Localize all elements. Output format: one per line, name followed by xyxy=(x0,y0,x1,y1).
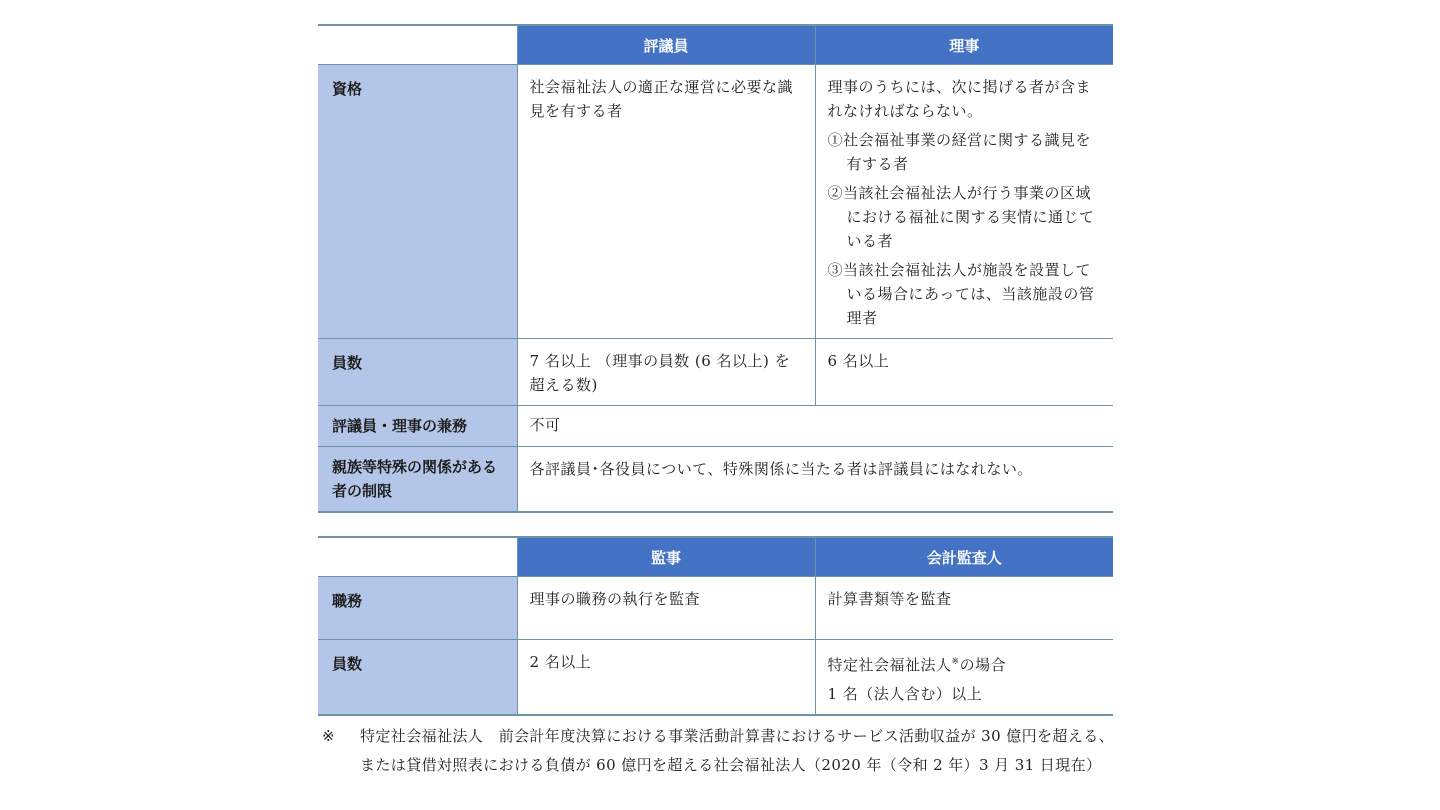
cell-accounting-auditor-count xyxy=(815,640,1113,716)
header-corner xyxy=(318,537,517,577)
cell-auditor-count: 2 名以上 xyxy=(517,640,815,716)
governance-table-councillors-directors xyxy=(318,24,1113,513)
table-header-row xyxy=(318,537,1113,577)
cell-director-count: 6 名以上 xyxy=(815,339,1113,406)
table-row-concurrent xyxy=(318,406,1113,447)
cell-councillor-count: 7 名以上 （理事の員数 (6 名以上) を超える数) xyxy=(517,339,815,406)
table-row-relatives xyxy=(318,447,1113,513)
table-row-count xyxy=(318,640,1113,716)
header-director: 理事 xyxy=(815,25,1113,65)
row-label: 親族等特殊の関係がある者の制限 xyxy=(318,447,517,513)
footnote xyxy=(322,722,1117,780)
footnote-mark: ※ xyxy=(322,727,335,745)
count-text-tail: の場合 xyxy=(959,656,1007,674)
cell-accounting-auditor-duty: 計算書類等を監査 xyxy=(815,577,1113,640)
qualification-item: ②当該社会福祉法人が行う事業の区域における福祉に関する実情に通じている者 xyxy=(827,184,1095,250)
header-corner xyxy=(318,25,517,65)
header-accounting-auditor: 会計監査人 xyxy=(815,537,1113,577)
count-line-1 xyxy=(828,650,1102,677)
row-label: 評議員・理事の兼務 xyxy=(318,406,517,447)
table-header-row xyxy=(318,25,1113,65)
table-row-duty xyxy=(318,577,1113,640)
header-auditor: 監事 xyxy=(517,537,815,577)
row-label: 員数 xyxy=(318,640,517,716)
table-row-qualification xyxy=(318,65,1113,339)
row-label: 資格 xyxy=(318,65,517,339)
row-label: 員数 xyxy=(318,339,517,406)
cell-auditor-duty: 理事の職務の執行を監査 xyxy=(517,577,815,640)
count-line-2: 1 名（法人含む）以上 xyxy=(827,685,983,703)
row-label: 職務 xyxy=(318,577,517,640)
qualification-item: ③当該社会福祉法人が施設を設置している場合にあっては、当該施設の管理者 xyxy=(827,261,1095,327)
count-text: 特定社会福祉法人 xyxy=(827,656,952,674)
header-councillor: 評議員 xyxy=(517,25,815,65)
footnote-ref: ※ xyxy=(951,657,960,667)
governance-table-auditors xyxy=(318,536,1113,716)
qualification-intro: 理事のうちには、次に掲げる者が含まれなければならない。 xyxy=(827,78,1092,120)
cell-councillor-qualification: 社会福祉法人の適正な運営に必要な識見を有する者 xyxy=(517,65,815,339)
cell-relatives: 各評議員･各役員について、特殊関係に当たる者は評議員にはなれない。 xyxy=(517,447,1113,513)
cell-director-qualification xyxy=(815,65,1113,339)
footnote-text: 特定社会福祉法人 前会計年度決算における事業活動計算書におけるサービス活動収益が 30 億円を超える、または貸借対照表における負債が 60 億円を超える社会福祉法人（2020 年（令和 2 年）3 月 31 日現在） xyxy=(360,727,1115,774)
cell-concurrent: 不可 xyxy=(517,406,1113,447)
qualification-item: ①社会福祉事業の経営に関する識見を有する者 xyxy=(827,131,1092,173)
table-row-count xyxy=(318,339,1113,406)
